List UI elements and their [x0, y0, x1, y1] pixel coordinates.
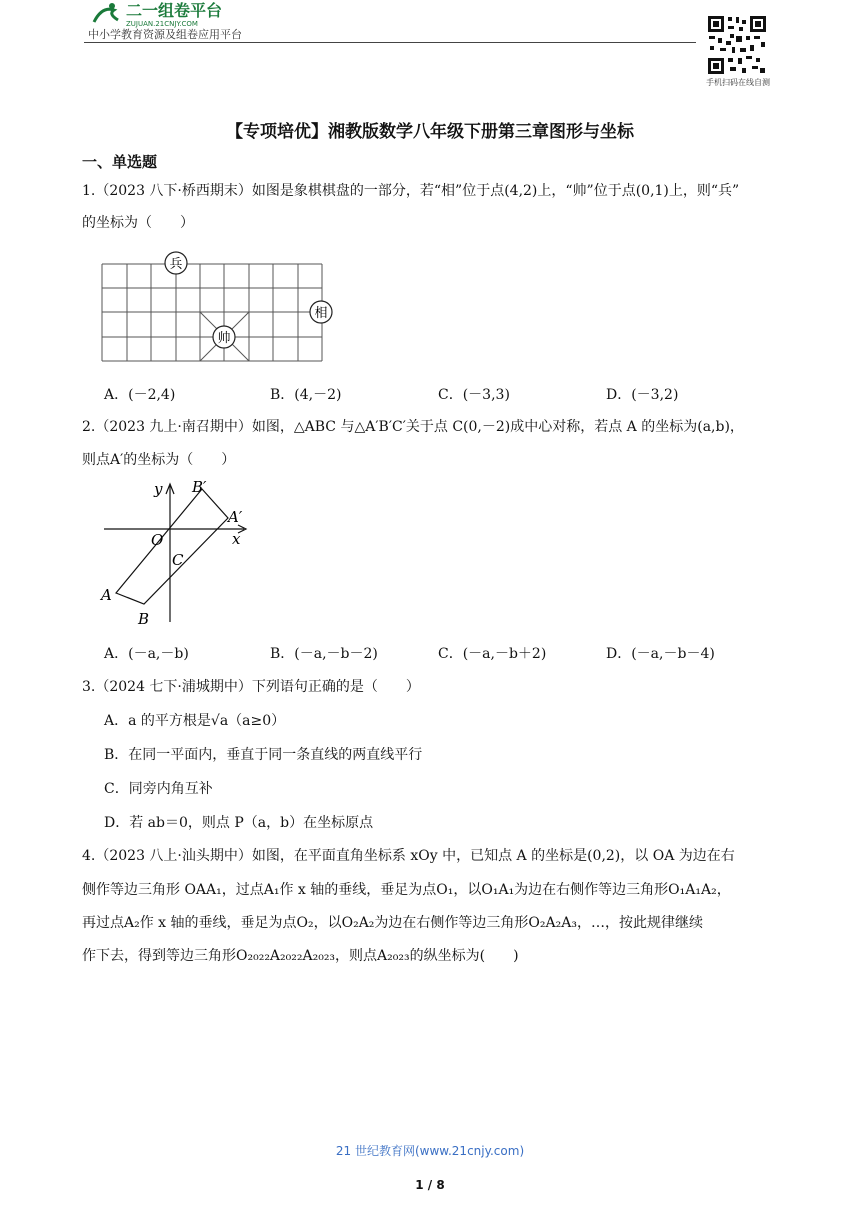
- question-2-line1: 2.（2023 九上·南召期中）如图，△ABC 与△A′B′C′关于点 C(0,－2)成中心对称，若点 A 的坐标为(a,b)，: [82, 419, 744, 435]
- svg-text:相: 相: [314, 306, 328, 321]
- question-3-line1: 3.（2024 七下·浦城期中）下列语句正确的是（ ）: [82, 679, 420, 695]
- q1-option-c[interactable]: C．(－3,3): [438, 387, 510, 403]
- q2-option-d[interactable]: D．(－a,－b－4): [606, 646, 715, 662]
- svg-text:二一组卷平台: 二一组卷平台: [126, 1, 223, 20]
- question-1-line2: 的坐标为（ ）: [82, 215, 194, 231]
- q1-option-d[interactable]: D．(－3,2): [606, 387, 679, 403]
- chessboard-figure: [100, 250, 336, 366]
- header-divider: [84, 42, 696, 43]
- svg-text:C: C: [172, 551, 184, 569]
- page-title: 【专项培优】湘教版数学八年级下册第三章图形与坐标: [226, 122, 634, 142]
- q2-option-c[interactable]: C．(－a,－b＋2): [438, 646, 547, 662]
- svg-text:x: x: [232, 530, 241, 548]
- brand-logo: [88, 0, 278, 28]
- q1-option-b[interactable]: B．(4,－2): [270, 387, 342, 403]
- brand-subtitle: 中小学教育资源及组卷应用平台: [88, 28, 242, 41]
- qr-code-icon: [706, 14, 768, 76]
- question-1-line1: 1.（2023 八下·桥西期末）如图是象棋棋盘的一部分，若“相”位于点(4,2)上，“帅”位于点(0,1)上，则“兵”: [82, 183, 740, 199]
- footer-link[interactable]: 21 世纪教育网(www.21cnjy.com): [335, 1144, 525, 1158]
- svg-text:O: O: [151, 531, 164, 549]
- question-4-line1: 4.（2023 八上·汕头期中）如图，在平面直角坐标系 xOy 中，已知点 A 的坐标是(0,2)，以 OA 为边在右: [82, 848, 735, 864]
- q3-option-d[interactable]: D．若 ab＝0，则点 P（a，b）在坐标原点: [104, 815, 374, 831]
- symmetry-figure: [96, 476, 256, 632]
- svg-text:y: y: [154, 480, 163, 498]
- page-number: 1 / 8: [415, 1178, 445, 1192]
- q1-option-a[interactable]: A．(－2,4): [104, 387, 176, 403]
- q3-option-b[interactable]: B．在同一平面内，垂直于同一条直线的两直线平行: [104, 747, 423, 763]
- svg-text:B: B: [138, 610, 150, 628]
- q3-option-a[interactable]: A．a 的平方根是√a（a≥0）: [104, 713, 286, 729]
- question-2-line2: 则点A′的坐标为（ ）: [82, 452, 236, 468]
- q2-option-a[interactable]: A．(－a,－b): [104, 646, 189, 662]
- piece-bing: [165, 252, 187, 274]
- q2-option-b[interactable]: B．(－a,－b－2): [270, 646, 378, 662]
- svg-text:A′: A′: [228, 508, 243, 526]
- piece-shuai: [213, 326, 235, 348]
- svg-text:B′: B′: [192, 478, 207, 496]
- svg-text:帅: 帅: [217, 331, 231, 346]
- question-4-line2: 侧作等边三角形 OAA₁，过点A₁作 x 轴的垂线，垂足为点O₁，以O₁A₁为边在右侧作等边三角形O₁A₁A₂，: [82, 882, 731, 898]
- svg-text:ZUJUAN.21CNJY.COM: ZUJUAN.21CNJY.COM: [126, 20, 198, 28]
- svg-text:兵: 兵: [169, 257, 183, 272]
- q3-option-c[interactable]: C．同旁内角互补: [104, 781, 213, 797]
- section-heading: 一、单选题: [82, 153, 158, 171]
- piece-xiang: [310, 301, 332, 323]
- qr-caption: 手机扫码在线自测: [706, 78, 770, 87]
- svg-text:A: A: [101, 586, 112, 604]
- question-4-line4: 作下去，得到等边三角形O₂₀₂₂A₂₀₂₂A₂₀₂₃，则点A₂₀₂₃的纵坐标为( ): [82, 948, 519, 964]
- question-4-line3: 再过点A₂作 x 轴的垂线，垂足为点O₂，以O₂A₂为边在右侧作等边三角形O₂A₂A₃，…，按此规律继续: [82, 915, 703, 931]
